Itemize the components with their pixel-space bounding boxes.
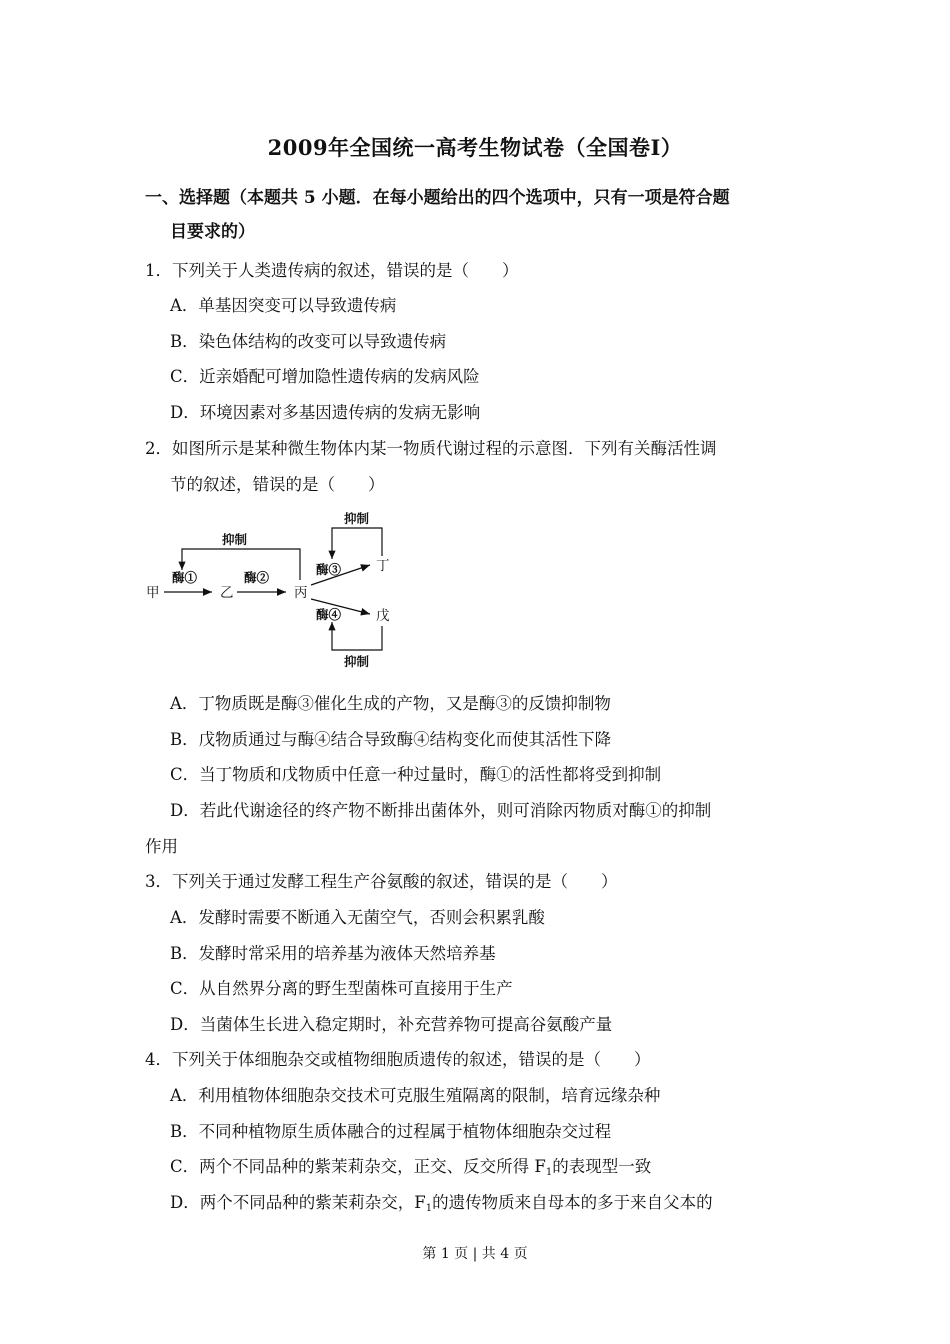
section-heading-line1: 一、选择题（本题共 5 小题．在每小题给出的四个选项中，只有一项是符合题 <box>145 188 730 208</box>
question-3-option-d: D．当菌体生长进入稳定期时，补充营养物可提高谷氨酸产量 <box>170 1015 613 1034</box>
question-1-stem: 1．下列关于人类遗传病的叙述，错误的是（ ） <box>145 261 519 280</box>
question-2-option-a: A．丁物质既是酶③催化生成的产物，又是酶③的反馈抑制物 <box>170 694 611 713</box>
question-4-option-c <box>170 1156 651 1184</box>
question-1-option-c: C．近亲婚配可增加隐性遗传病的发病风险 <box>170 367 480 386</box>
question-4-option-c-text-end: 的表现型一致 <box>552 1157 652 1176</box>
substance-bing: 丙 <box>294 585 308 601</box>
metabolic-pathway-diagram <box>138 508 408 673</box>
question-3-option-c: C．从自然界分离的野生型菌株可直接用于生产 <box>170 979 513 998</box>
question-2-option-d-line1: D．若此代谢途径的终产物不断排出菌体外，则可消除丙物质对酶①的抑制 <box>170 801 712 820</box>
question-2-option-c: C．当丁物质和戊物质中任意一种过量时，酶①的活性都将受到抑制 <box>170 765 662 784</box>
page-footer: 第 1 页 | 共 4 页 <box>422 1246 528 1262</box>
subscript-1: 1 <box>545 1167 553 1178</box>
enzyme-3-label: 酶③ <box>316 562 342 577</box>
page-title: 2009年全国统一高考生物试卷（全国卷Ⅰ） <box>267 135 683 160</box>
inhibit-label-top-right: 抑制 <box>344 511 370 526</box>
question-1-option-d: D．环境因素对多基因遗传病的发病无影响 <box>170 403 481 422</box>
section-heading-line2: 目要求的） <box>170 222 255 242</box>
question-4-option-d-text-end: 的遗传物质来自母本的多于来自父本的 <box>432 1193 713 1212</box>
enzyme-1-label: 酶① <box>172 570 198 585</box>
question-3-stem: 3．下列关于通过发酵工程生产谷氨酸的叙述，错误的是（ ） <box>145 872 618 891</box>
substance-ding: 丁 <box>376 558 390 574</box>
feedback-ding-enzyme3 <box>332 528 382 559</box>
substance-yi: 乙 <box>220 585 234 601</box>
question-4-option-d-text: D．两个不同品种的紫茉莉杂交，F <box>170 1193 426 1212</box>
feedback-bing-enzyme1 <box>182 549 300 580</box>
question-2-option-b: B．戊物质通过与酶④结合导致酶④结构变化而使其活性下降 <box>170 730 612 749</box>
enzyme-4-label: 酶④ <box>316 607 342 622</box>
inhibit-label-bottom: 抑制 <box>344 654 370 669</box>
question-4-option-b: B．不同种植物原生质体融合的过程属于植物体细胞杂交过程 <box>170 1122 612 1141</box>
question-4-option-c-text: C．两个不同品种的紫茉莉杂交，正交、反交所得 F <box>170 1157 546 1176</box>
inhibit-label-top-left: 抑制 <box>222 532 248 547</box>
question-3-option-a: A．发酵时需要不断通入无菌空气，否则会积累乳酸 <box>170 908 545 927</box>
feedback-wu-enzyme4 <box>332 622 382 650</box>
question-4-option-d <box>170 1192 713 1220</box>
subscript-1: 1 <box>425 1203 433 1214</box>
substance-wu: 戊 <box>376 608 390 624</box>
substance-jia: 甲 <box>146 585 160 601</box>
question-1-option-b: B．染色体结构的改变可以导致遗传病 <box>170 332 447 351</box>
question-3-option-b: B．发酵时常采用的培养基为液体天然培养基 <box>170 944 496 963</box>
question-1-option-a: A．单基因突变可以导致遗传病 <box>170 296 397 315</box>
section-heading <box>145 181 815 249</box>
enzyme-2-label: 酶② <box>244 570 270 585</box>
question-4-stem: 4．下列关于体细胞杂交或植物细胞质遗传的叙述，错误的是（ ） <box>145 1050 651 1069</box>
question-2-stem-line1: 2．如图所示是某种微生物体内某一物质代谢过程的示意图．下列有关酶活性调 <box>145 439 717 458</box>
question-2-option-d-line2: 作用 <box>145 837 178 856</box>
question-4-option-a: A．利用植物体细胞杂交技术可克服生殖隔离的限制，培育远缘杂种 <box>170 1086 661 1105</box>
question-2-stem-line2: 节的叙述，错误的是（ ） <box>170 475 385 494</box>
